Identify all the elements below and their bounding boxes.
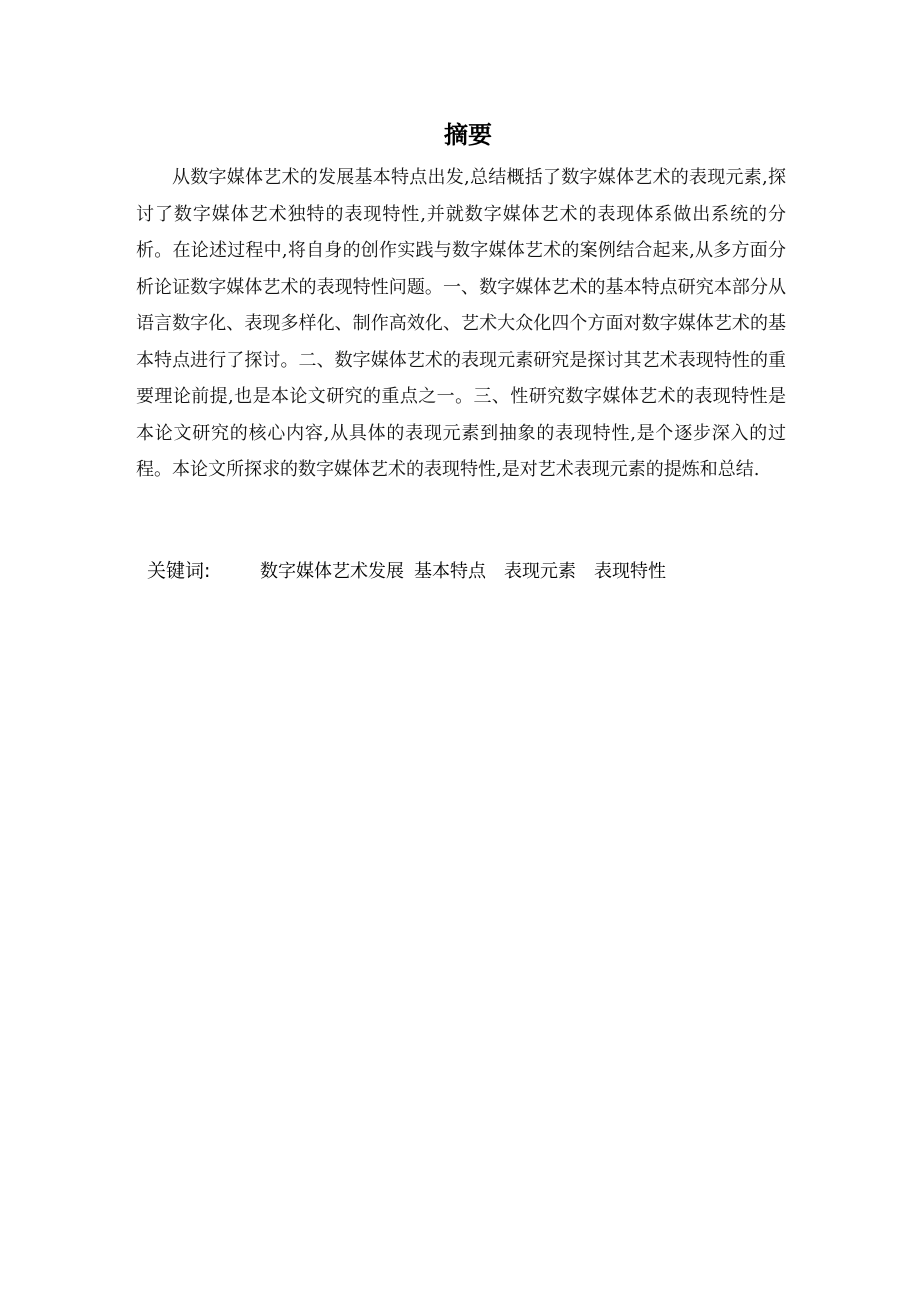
keyword-item: 数字媒体艺术发展 — [260, 561, 404, 582]
keywords-line — [147, 554, 787, 588]
keyword-item: 表现特性 — [594, 561, 666, 582]
abstract-body-text: 从数字媒体艺术的发展基本特点出发,总结概括了数字媒体艺术的表现元素,探讨了数字媒体艺术独特的表现特性,并就数字媒体艺术的表现体系做出系统的分析。在论述过程中,将自身的创作实践与数字媒体艺术的案例结合起来,从多方面分析论证数字媒体艺术的表现特性问题。一、数字媒体艺术的基本特点研究本部分从语言数字化、表现多样化、制作高效化、艺术大众化四个方面对数字媒体艺术的基本特点进行了探讨。二、数字媒体艺术的表现元素研究是探讨其艺术表现特性的重要理论前提,也是本论文研究的重点之一。三、性研究数字媒体艺术的表现特性是本论文研究的核心内容,从具体的表现元素到抽象的表现特性,是个逐步深入的过程。本论文所探求的数字媒体艺术的表现特性,是对艺术表现元素的提炼和总结. — [136, 167, 786, 480]
keyword-item: 基本特点 — [414, 561, 486, 582]
keyword-item: 表现元素 — [504, 561, 576, 582]
keywords-label: 关键词: — [147, 560, 211, 582]
abstract-title: 摘要 — [444, 121, 492, 149]
